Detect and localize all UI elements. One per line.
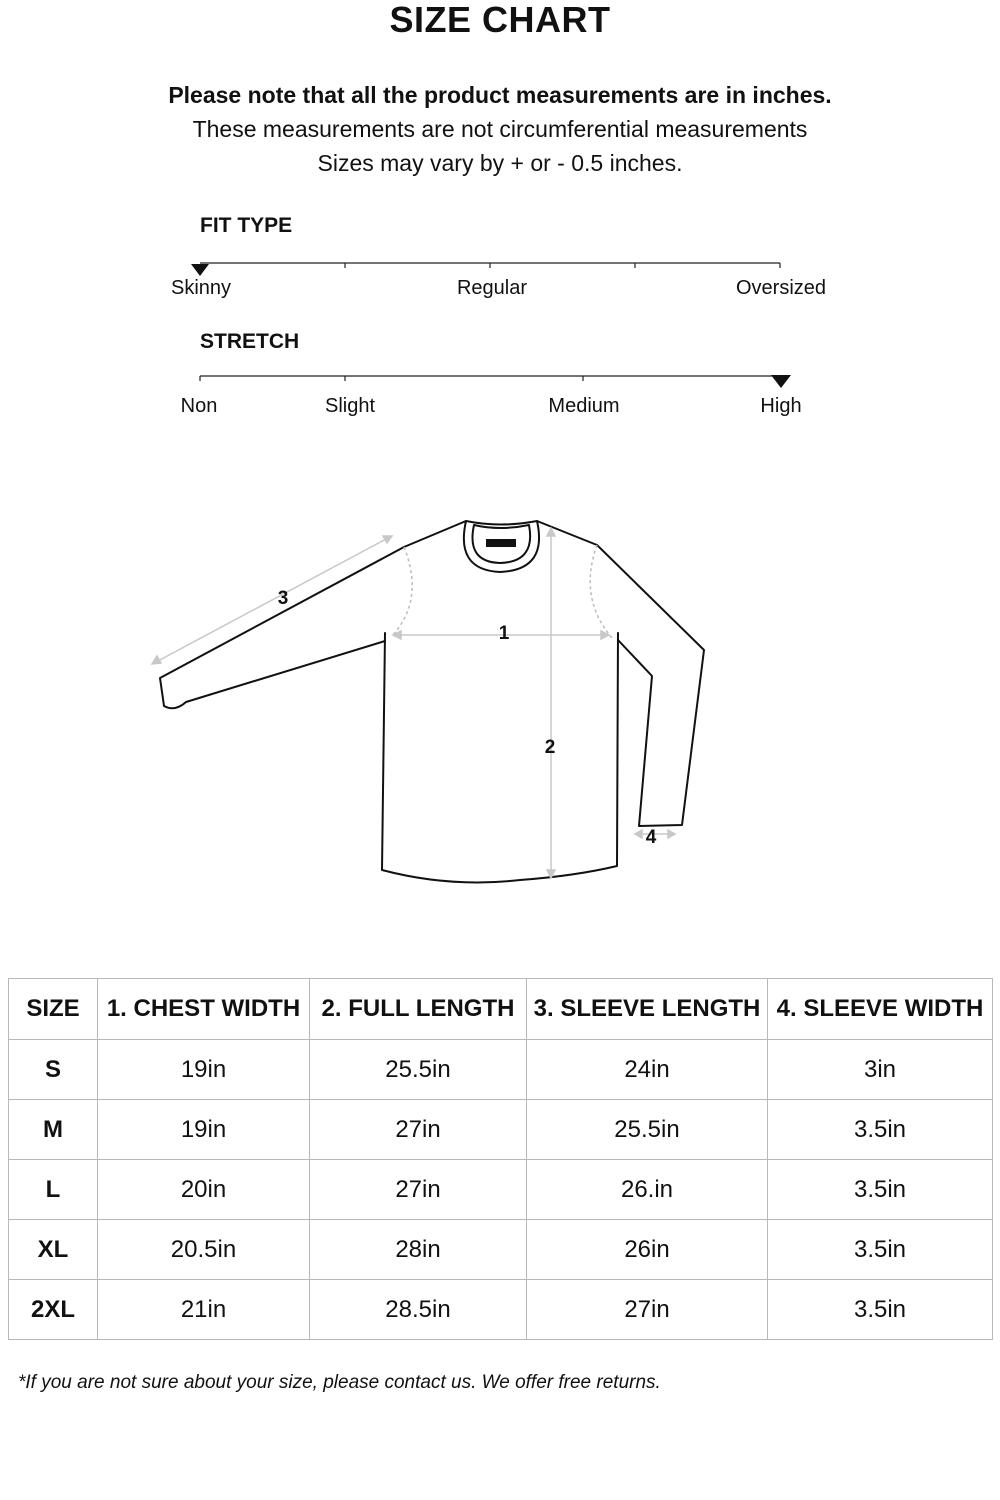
fit-label-oversized: Oversized <box>735 277 827 299</box>
sleeve-length-cell: 26in <box>527 1220 768 1280</box>
stretch-title: STRETCH <box>200 330 300 353</box>
size-cell: M <box>9 1100 98 1160</box>
sleeve-length-cell: 25.5in <box>527 1100 768 1160</box>
table-header-row <box>9 979 993 1040</box>
stretch-label-medium: Medium <box>548 395 620 417</box>
fit-type-indicator <box>191 264 209 276</box>
sleeve-width-cell: 3.5in <box>768 1160 993 1220</box>
stretch-label-non: Non <box>180 395 218 417</box>
page-title: SIZE CHART <box>389 0 611 40</box>
stretch-indicator <box>771 375 791 388</box>
length-cell: 28in <box>310 1220 527 1280</box>
header-sleeve-width: 4. SLEEVE WIDTH <box>768 979 993 1040</box>
header-sleeve-length: 3. SLEEVE LENGTH <box>527 979 768 1040</box>
shirt-outline <box>382 633 618 882</box>
table-row <box>9 1280 993 1340</box>
size-cell: L <box>9 1160 98 1220</box>
size-cell: 2XL <box>9 1280 98 1340</box>
shirt-diagram <box>140 510 720 890</box>
marker-sleeve-length: 3 <box>277 588 289 609</box>
neck-label <box>486 539 516 547</box>
table-row <box>9 1220 993 1280</box>
marker-length: 2 <box>544 737 556 758</box>
chest-cell: 20.5in <box>98 1220 310 1280</box>
scale-graphics <box>0 0 1000 440</box>
left-sleeve-outline <box>160 521 466 708</box>
sleeve-width-cell: 3.5in <box>768 1280 993 1340</box>
header-size: SIZE <box>9 979 98 1040</box>
note-circumferential: These measurements are not circumferential measurements <box>192 116 808 142</box>
sleeve-length-cell: 24in <box>527 1040 768 1100</box>
fit-label-regular: Regular <box>456 277 528 299</box>
table-row <box>9 1040 993 1100</box>
size-cell: S <box>9 1040 98 1100</box>
sleeve-length-cell: 27in <box>527 1280 768 1340</box>
right-sleeve-outline <box>537 521 704 826</box>
sleeve-width-cell: 3in <box>768 1040 993 1100</box>
length-cell: 28.5in <box>310 1280 527 1340</box>
length-cell: 27in <box>310 1160 527 1220</box>
size-table <box>8 978 993 1340</box>
chest-cell: 20in <box>98 1160 310 1220</box>
table-row <box>9 1100 993 1160</box>
fit-label-skinny: Skinny <box>170 277 232 299</box>
stretch-scale <box>200 375 791 388</box>
chest-cell: 21in <box>98 1280 310 1340</box>
table-row <box>9 1160 993 1220</box>
stretch-label-high: High <box>760 395 802 417</box>
note-variance: Sizes may vary by + or - 0.5 inches. <box>317 150 683 176</box>
header-full-length: 2. FULL LENGTH <box>310 979 527 1040</box>
note-inches: Please note that all the product measurements are in inches. <box>168 82 832 108</box>
chest-cell: 19in <box>98 1100 310 1160</box>
marker-sleeve-width: 4 <box>645 827 657 848</box>
fit-type-title: FIT TYPE <box>200 214 293 237</box>
length-cell: 27in <box>310 1100 527 1160</box>
size-cell: XL <box>9 1220 98 1280</box>
sleeve-width-cell: 3.5in <box>768 1100 993 1160</box>
length-cell: 25.5in <box>310 1040 527 1100</box>
sleeve-length-cell: 26.in <box>527 1160 768 1220</box>
sleeve-width-cell: 3.5in <box>768 1220 993 1280</box>
footnote: *If you are not sure about your size, please contact us. We offer free returns. <box>18 1372 661 1393</box>
chest-cell: 19in <box>98 1040 310 1100</box>
stretch-label-slight: Slight <box>324 395 376 417</box>
marker-chest: 1 <box>498 623 510 644</box>
fit-type-scale <box>191 263 780 276</box>
header-chest-width: 1. CHEST WIDTH <box>98 979 310 1040</box>
